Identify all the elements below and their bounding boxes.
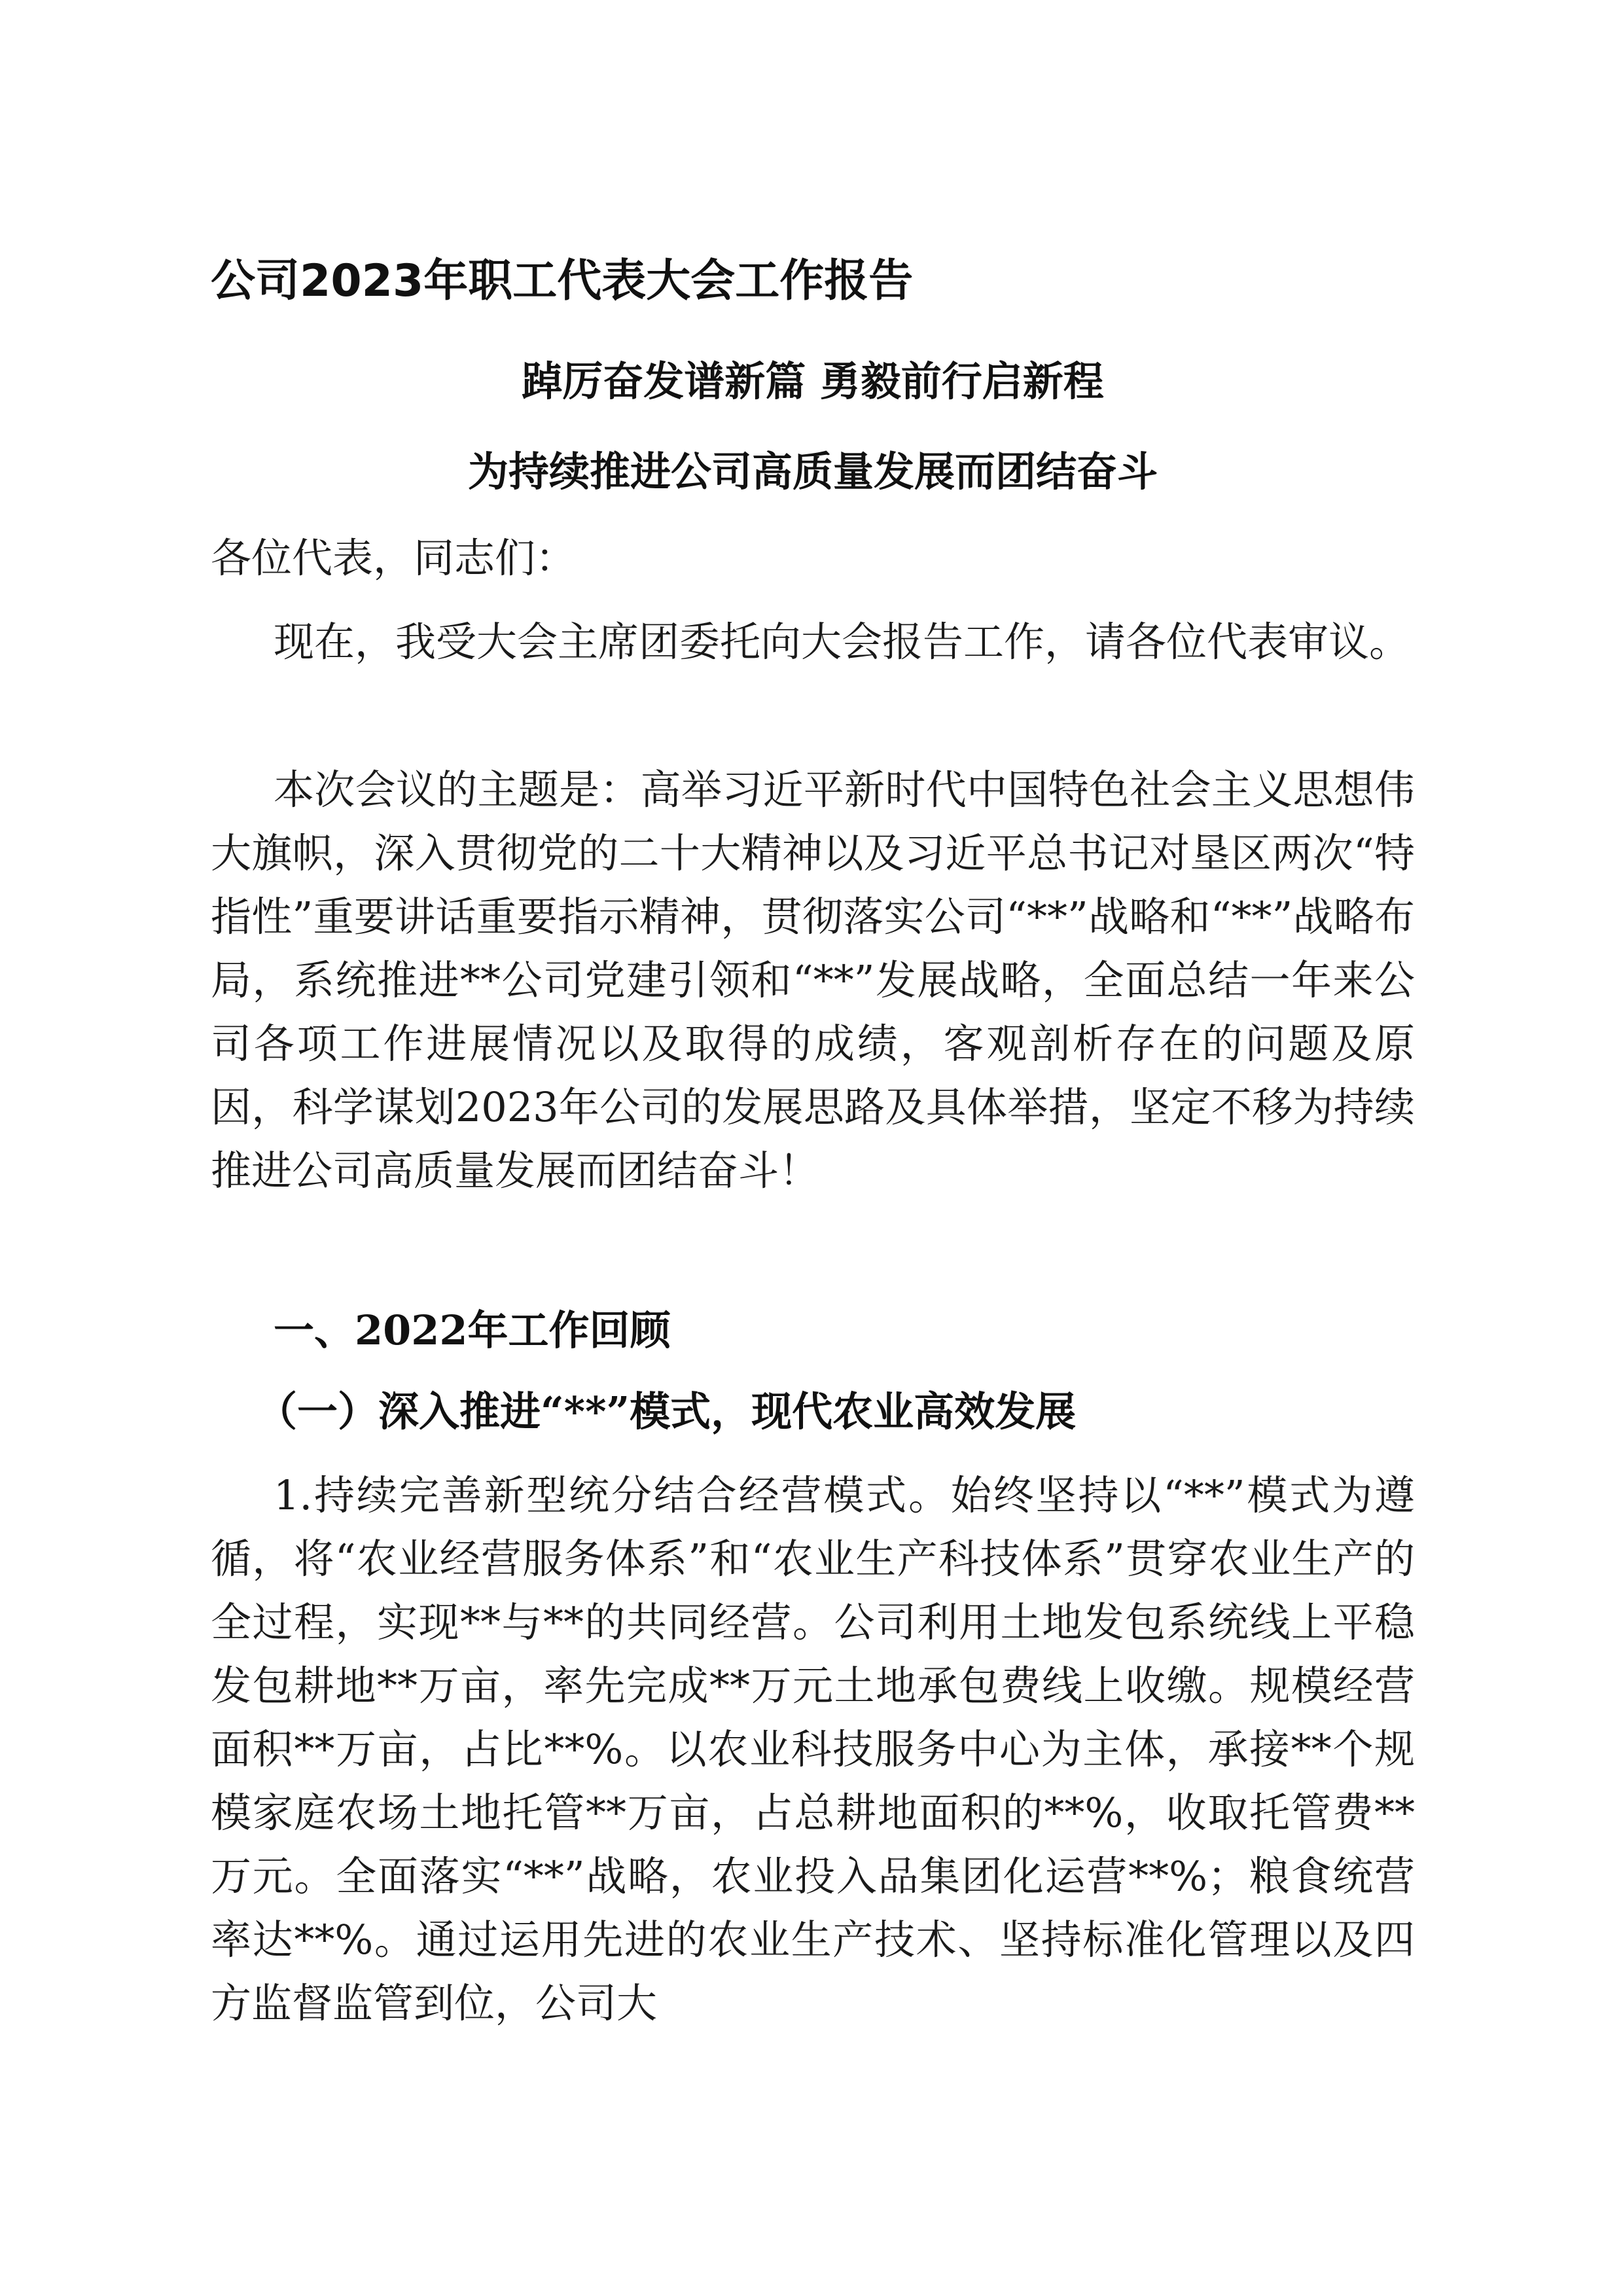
- section-heading-review: 一、2022年工作回顾: [274, 1306, 671, 1354]
- report-subtitle-line-1: 踔厉奋发谱新篇 勇毅前行启新程: [522, 357, 1104, 405]
- document-title: 公司2023年职工代表大会工作报告: [211, 255, 914, 307]
- subsection-heading-agriculture: （一）深入推进“**”模式，现代农业高效发展: [257, 1388, 1077, 1435]
- theme-paragraph: 本次会议的主题是：高举习近平新时代中国特色社会主义思想伟大旗帜，深入贯彻党的二十大精神以及习近平总书记对垦区两次“特指性”重要讲话重要指示精神，贯彻落实公司“**”战略和“**”战略布局，系统推进**公司党建引领和“**”发展战略，全面总结一年来公司各项工作进展情况以及取得的成绩，客观剖析存在的问题及原因，科学谋划2023年公司的发展思路及具体举措，坚定不移为持续推进公司高质量发展而团结奋斗！: [211, 766, 1415, 1194]
- body-paragraph-management-model: 1.持续完善新型统分结合经营模式。始终坚持以“**”模式为遵循，将“农业经营服务体系”和“农业生产科技体系”贯穿农业生产的全过程，实现**与**的共同经营。公司利用土地发包系统线上平稳发包耕地**万亩，率先完成**万元土地承包费线上收缴。规模经营面积**万亩，占比**%。以农业科技服务中心为主体，承接**个规模家庭农场土地托管**万亩，占总耕地面积的**%，收取托管费**万元。全面落实“**”战略，农业投入品集团化运营**%；粮食统营率达**%。通过运用先进的农业生产技术、坚持标准化管理以及四方监督监管到位，公司大: [211, 1471, 1415, 2027]
- report-subtitle-line-2: 为持续推进公司高质量发展而团结奋斗: [467, 448, 1158, 495]
- salutation: 各位代表，同志们：: [211, 534, 577, 582]
- opening-paragraph: 现在，我受大会主席团委托向大会报告工作，请各位代表审议。: [274, 618, 1410, 666]
